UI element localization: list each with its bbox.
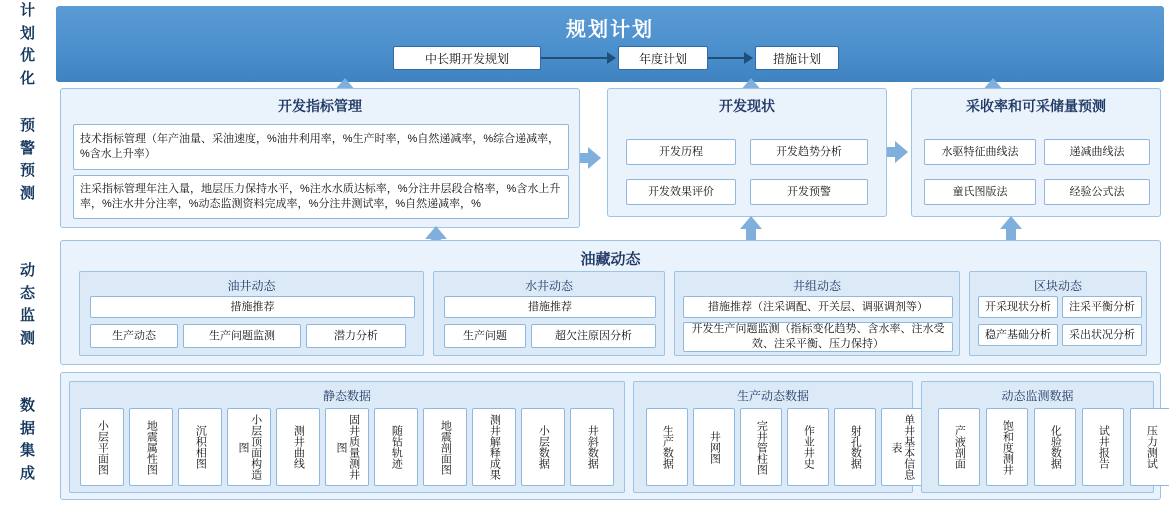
arrow-right-recovery [895, 141, 908, 163]
static-item-9[interactable]: 测井解释成果 [472, 408, 516, 486]
monitor-item-3[interactable]: 化验数据 [1034, 408, 1076, 486]
static-item-6[interactable]: 固井质量测井图 [325, 408, 369, 486]
static-item-4[interactable]: 小层顶面构造图 [227, 408, 271, 486]
monitor-item-5[interactable]: 压力测试 [1130, 408, 1169, 486]
static-item-11[interactable]: 井斜数据 [570, 408, 614, 486]
header-step-1[interactable]: 中长期开发规划 [393, 46, 541, 70]
oil-well-box-2[interactable]: 生产问题监测 [183, 324, 301, 348]
rail-label: 数据集成 [19, 397, 36, 482]
arrow-right-dev-status [588, 147, 601, 169]
oil-well-measure-recommend[interactable]: 措施推荐 [90, 296, 415, 318]
static-item-5[interactable]: 测井曲线 [276, 408, 320, 486]
recovery-box-3[interactable]: 童氏图版法 [924, 179, 1036, 205]
block-box-3[interactable]: 稳产基础分析 [978, 324, 1058, 346]
oil-well-box-3[interactable]: 潜力分析 [306, 324, 406, 348]
header-connector-1 [541, 57, 607, 59]
dev-status-box-1[interactable]: 开发历程 [626, 139, 736, 165]
group-well-group [674, 271, 960, 356]
group-static-data [69, 381, 625, 493]
production-item-5[interactable]: 射孔数据 [834, 408, 876, 486]
recovery-box-2[interactable]: 递减曲线法 [1044, 139, 1150, 165]
group-block [969, 271, 1147, 356]
water-well-measure-recommend[interactable]: 措施推荐 [444, 296, 656, 318]
production-item-2[interactable]: 井网图 [693, 408, 735, 486]
arrow-right-stem [580, 153, 588, 163]
panel-data-integration [60, 372, 1161, 500]
group-oil-well [79, 271, 424, 356]
page-title: 规划计划 [566, 19, 654, 41]
static-item-7[interactable]: 随钻轨迹 [374, 408, 418, 486]
monitor-item-1[interactable]: 产液剖面 [938, 408, 980, 486]
panel-reservoir [60, 240, 1161, 365]
rail-item-forecast [0, 100, 56, 220]
rail-label: 预警预测 [19, 117, 36, 202]
group-oil-well-title: 油井动态 [227, 279, 276, 293]
group-dynamic-monitor-data-title: 动态监测数据 [1001, 389, 1074, 403]
recovery-box-4[interactable]: 经验公式法 [1044, 179, 1150, 205]
dev-status-box-4[interactable]: 开发预警 [750, 179, 868, 205]
panel-recovery-title: 采收率和可采储量预测 [966, 98, 1106, 114]
panel-dev-index-title: 开发指标管理 [278, 98, 362, 114]
panel-dev-index [60, 88, 580, 228]
group-block-title: 区块动态 [1033, 279, 1082, 293]
group-water-well [433, 271, 665, 356]
production-item-1[interactable]: 生产数据 [646, 408, 688, 486]
header-arrow-2 [744, 52, 753, 64]
dev-status-box-3[interactable]: 开发效果评价 [626, 179, 736, 205]
recovery-box-1[interactable]: 水驱特征曲线法 [924, 139, 1036, 165]
header-connector-2 [708, 57, 744, 59]
block-box-4[interactable]: 采出状况分析 [1062, 324, 1142, 346]
group-well-group-title: 井组动态 [792, 279, 841, 293]
group-static-data-title: 静态数据 [322, 389, 371, 403]
static-item-3[interactable]: 沉积相图 [178, 408, 222, 486]
water-well-box-1[interactable]: 生产问题 [444, 324, 526, 348]
static-item-2[interactable]: 地震属性图 [129, 408, 173, 486]
rail-label: 计划优化 [19, 2, 36, 87]
group-production-data-title: 生产动态数据 [736, 389, 809, 403]
well-group-problem-monitor[interactable]: 开发生产问题监测（指标变化趋势、含水率、注水受效、注采平衡、压力保持） [683, 322, 953, 352]
rail-label: 动态监测 [19, 262, 36, 347]
header-banner [56, 6, 1164, 82]
dev-index-row-1[interactable]: 技术指标管理（年产油量、采油速度，%油井利用率，%生产时率，%自然递减率，%综合递减率，%含水上升率） [73, 124, 569, 170]
left-rail [0, 0, 56, 509]
rail-item-planning [0, 2, 56, 87]
oil-well-box-1[interactable]: 生产动态 [90, 324, 178, 348]
water-well-box-2[interactable]: 超欠注原因分析 [531, 324, 656, 348]
production-item-3[interactable]: 完井管柱图 [740, 408, 782, 486]
rail-item-data [0, 385, 56, 495]
static-item-8[interactable]: 地震剖面图 [423, 408, 467, 486]
monitor-item-4[interactable]: 试井报告 [1082, 408, 1124, 486]
block-box-1[interactable]: 开采现状分析 [978, 296, 1058, 318]
header-step-2[interactable]: 年度计划 [618, 46, 708, 70]
well-group-measure-recommend[interactable]: 措施推荐（注采调配、开关层、调驱调剂等） [683, 296, 953, 318]
panel-dev-status-title: 开发现状 [719, 98, 775, 114]
static-item-10[interactable]: 小层数据 [521, 408, 565, 486]
header-arrow-1 [607, 52, 616, 64]
arrow-right-stem-2 [887, 147, 895, 157]
rail-item-monitoring [0, 245, 56, 365]
static-item-1[interactable]: 小层平面图 [80, 408, 124, 486]
group-water-well-title: 水井动态 [524, 279, 573, 293]
panel-dev-status [607, 88, 887, 217]
monitor-item-2[interactable]: 饱和度测井 [986, 408, 1028, 486]
group-production-data [633, 381, 913, 493]
panel-recovery [911, 88, 1161, 217]
header-step-3[interactable]: 措施计划 [755, 46, 839, 70]
group-dynamic-monitor-data [921, 381, 1158, 493]
dev-status-box-2[interactable]: 开发趋势分析 [750, 139, 868, 165]
production-item-4[interactable]: 作业井史 [787, 408, 829, 486]
panel-reservoir-title: 油藏动态 [580, 251, 641, 268]
production-item-6[interactable]: 单井基本信息表 [881, 408, 923, 486]
dev-index-row-2[interactable]: 注采指标管理年注入量，地层压力保持水平，%注水水质达标率，%分注井层段合格率，%含水上升率，%注水井分注率，%动态监测资料完成率，%分注井测试率，%自然递减率，% [73, 175, 569, 219]
block-box-2[interactable]: 注采平衡分析 [1062, 296, 1142, 318]
